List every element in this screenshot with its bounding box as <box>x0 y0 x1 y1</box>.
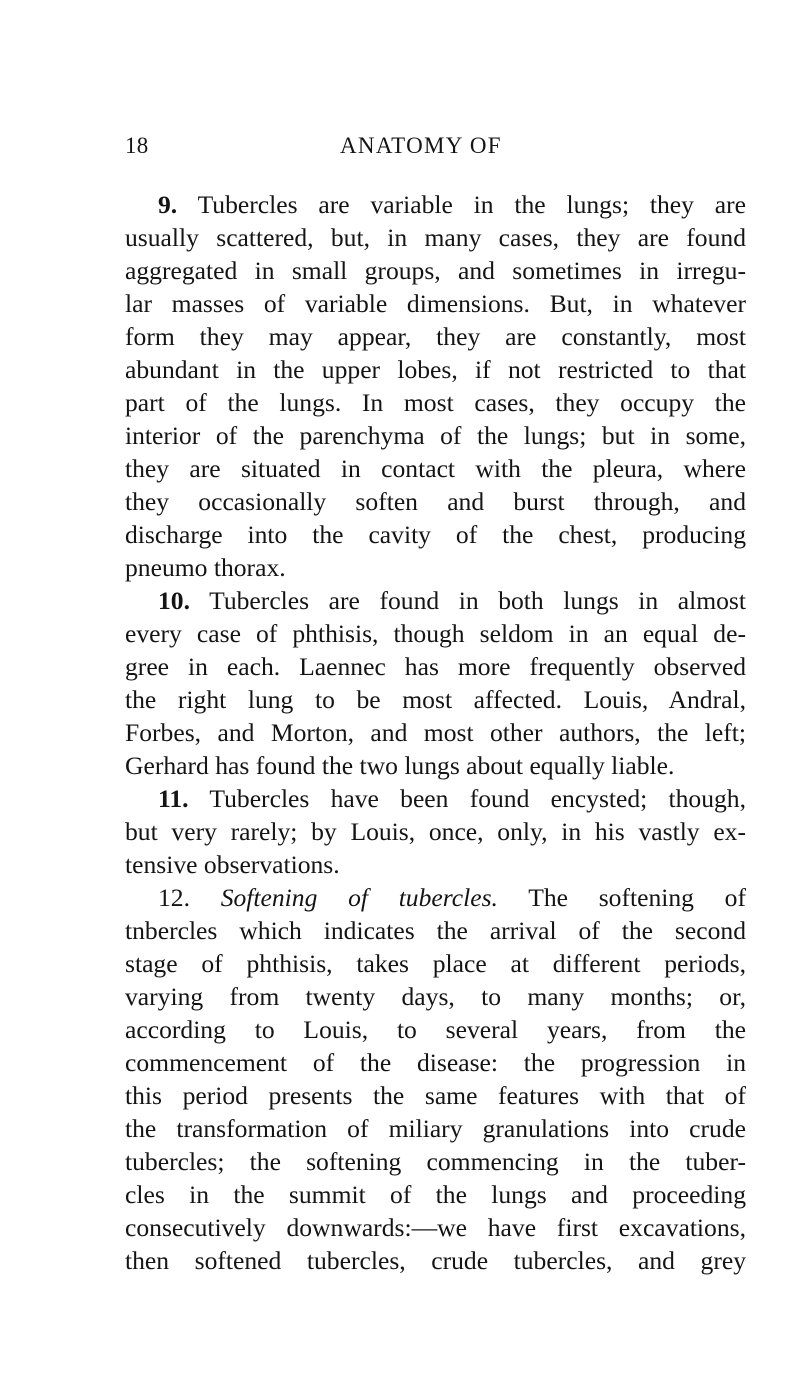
text-line: gree in each. Laennec has more frequently observed <box>125 652 746 681</box>
paragraph-number: 10. <box>158 586 190 615</box>
text-line: lar masses of variable dimensions. But, in whatever <box>125 289 746 318</box>
text-line: they are situated in contact with the pleura, where <box>125 454 746 483</box>
text-line: they occasionally soften and burst through, and <box>125 487 746 516</box>
text-line: according to Louis, to several years, from the <box>125 1015 746 1044</box>
paragraph-number: 12. <box>158 883 190 912</box>
paragraph-number: 9. <box>158 190 178 219</box>
text-line: 9. Tubercles are variable in the lungs; they are <box>158 190 746 219</box>
text-line: commencement of the disease: the progression in <box>125 1048 746 1077</box>
text-line: Forbes, and Morton, and most other authors, the left; <box>125 718 746 747</box>
text-line: 11. Tubercles have been found encysted; though, <box>158 784 747 813</box>
text-line: tnbercles which indicates the arrival of the second <box>125 916 746 945</box>
text-line: the right lung to be most affected. Louis, Andral, <box>125 685 746 714</box>
text-line: tubercles; the softening commencing in the tuber- <box>125 1147 746 1176</box>
text-line: but very rarely; by Louis, once, only, in his vastly ex- <box>125 817 746 846</box>
paragraph-number: 11. <box>158 784 189 813</box>
running-head: ANATOMY OF <box>340 133 502 158</box>
text-line: aggregated in small groups, and sometimes in irregu- <box>125 256 746 285</box>
text-line: abundant in the upper lobes, if not restricted to that <box>125 355 746 384</box>
text-line: interior of the parenchyma of the lungs; but in some, <box>125 421 746 450</box>
text-line: every case of phthisis, though seldom in an equal de- <box>125 619 746 648</box>
text-line: this period presents the same features with that of <box>125 1081 746 1110</box>
text-line: varying from twenty days, to many months; or, <box>125 982 746 1011</box>
text-line: Gerhard has found the two lungs about equally liable. <box>125 751 675 780</box>
page-header <box>125 131 745 161</box>
page-number: 18 <box>125 133 149 158</box>
text-line: cles in the summit of the lungs and proceeding <box>125 1180 746 1209</box>
text-line: then softened tubercles, crude tubercles, and grey <box>125 1246 746 1275</box>
text-line: tensive observations. <box>125 850 340 879</box>
text-line: 10. Tubercles are found in both lungs in almost <box>158 586 746 615</box>
text-line: part of the lungs. In most cases, they occupy the <box>125 388 746 417</box>
body-text <box>125 188 746 1277</box>
text-line: stage of phthisis, takes place at different periods, <box>125 949 746 978</box>
text-line: usually scattered, but, in many cases, they are found <box>125 223 746 252</box>
text-line: 12. Softening of tubercles. The softening of <box>158 883 746 912</box>
text-line: form they may appear, they are constantly, most <box>125 322 746 351</box>
text-line: pneumo thorax. <box>125 553 286 582</box>
section-title: Softening of tubercles. <box>220 883 498 912</box>
text-line: the transformation of miliary granulations into crude <box>125 1114 746 1143</box>
text-line: consecutively downwards:—we have first excavations, <box>125 1213 746 1242</box>
text-line: discharge into the cavity of the chest, producing <box>125 520 746 549</box>
